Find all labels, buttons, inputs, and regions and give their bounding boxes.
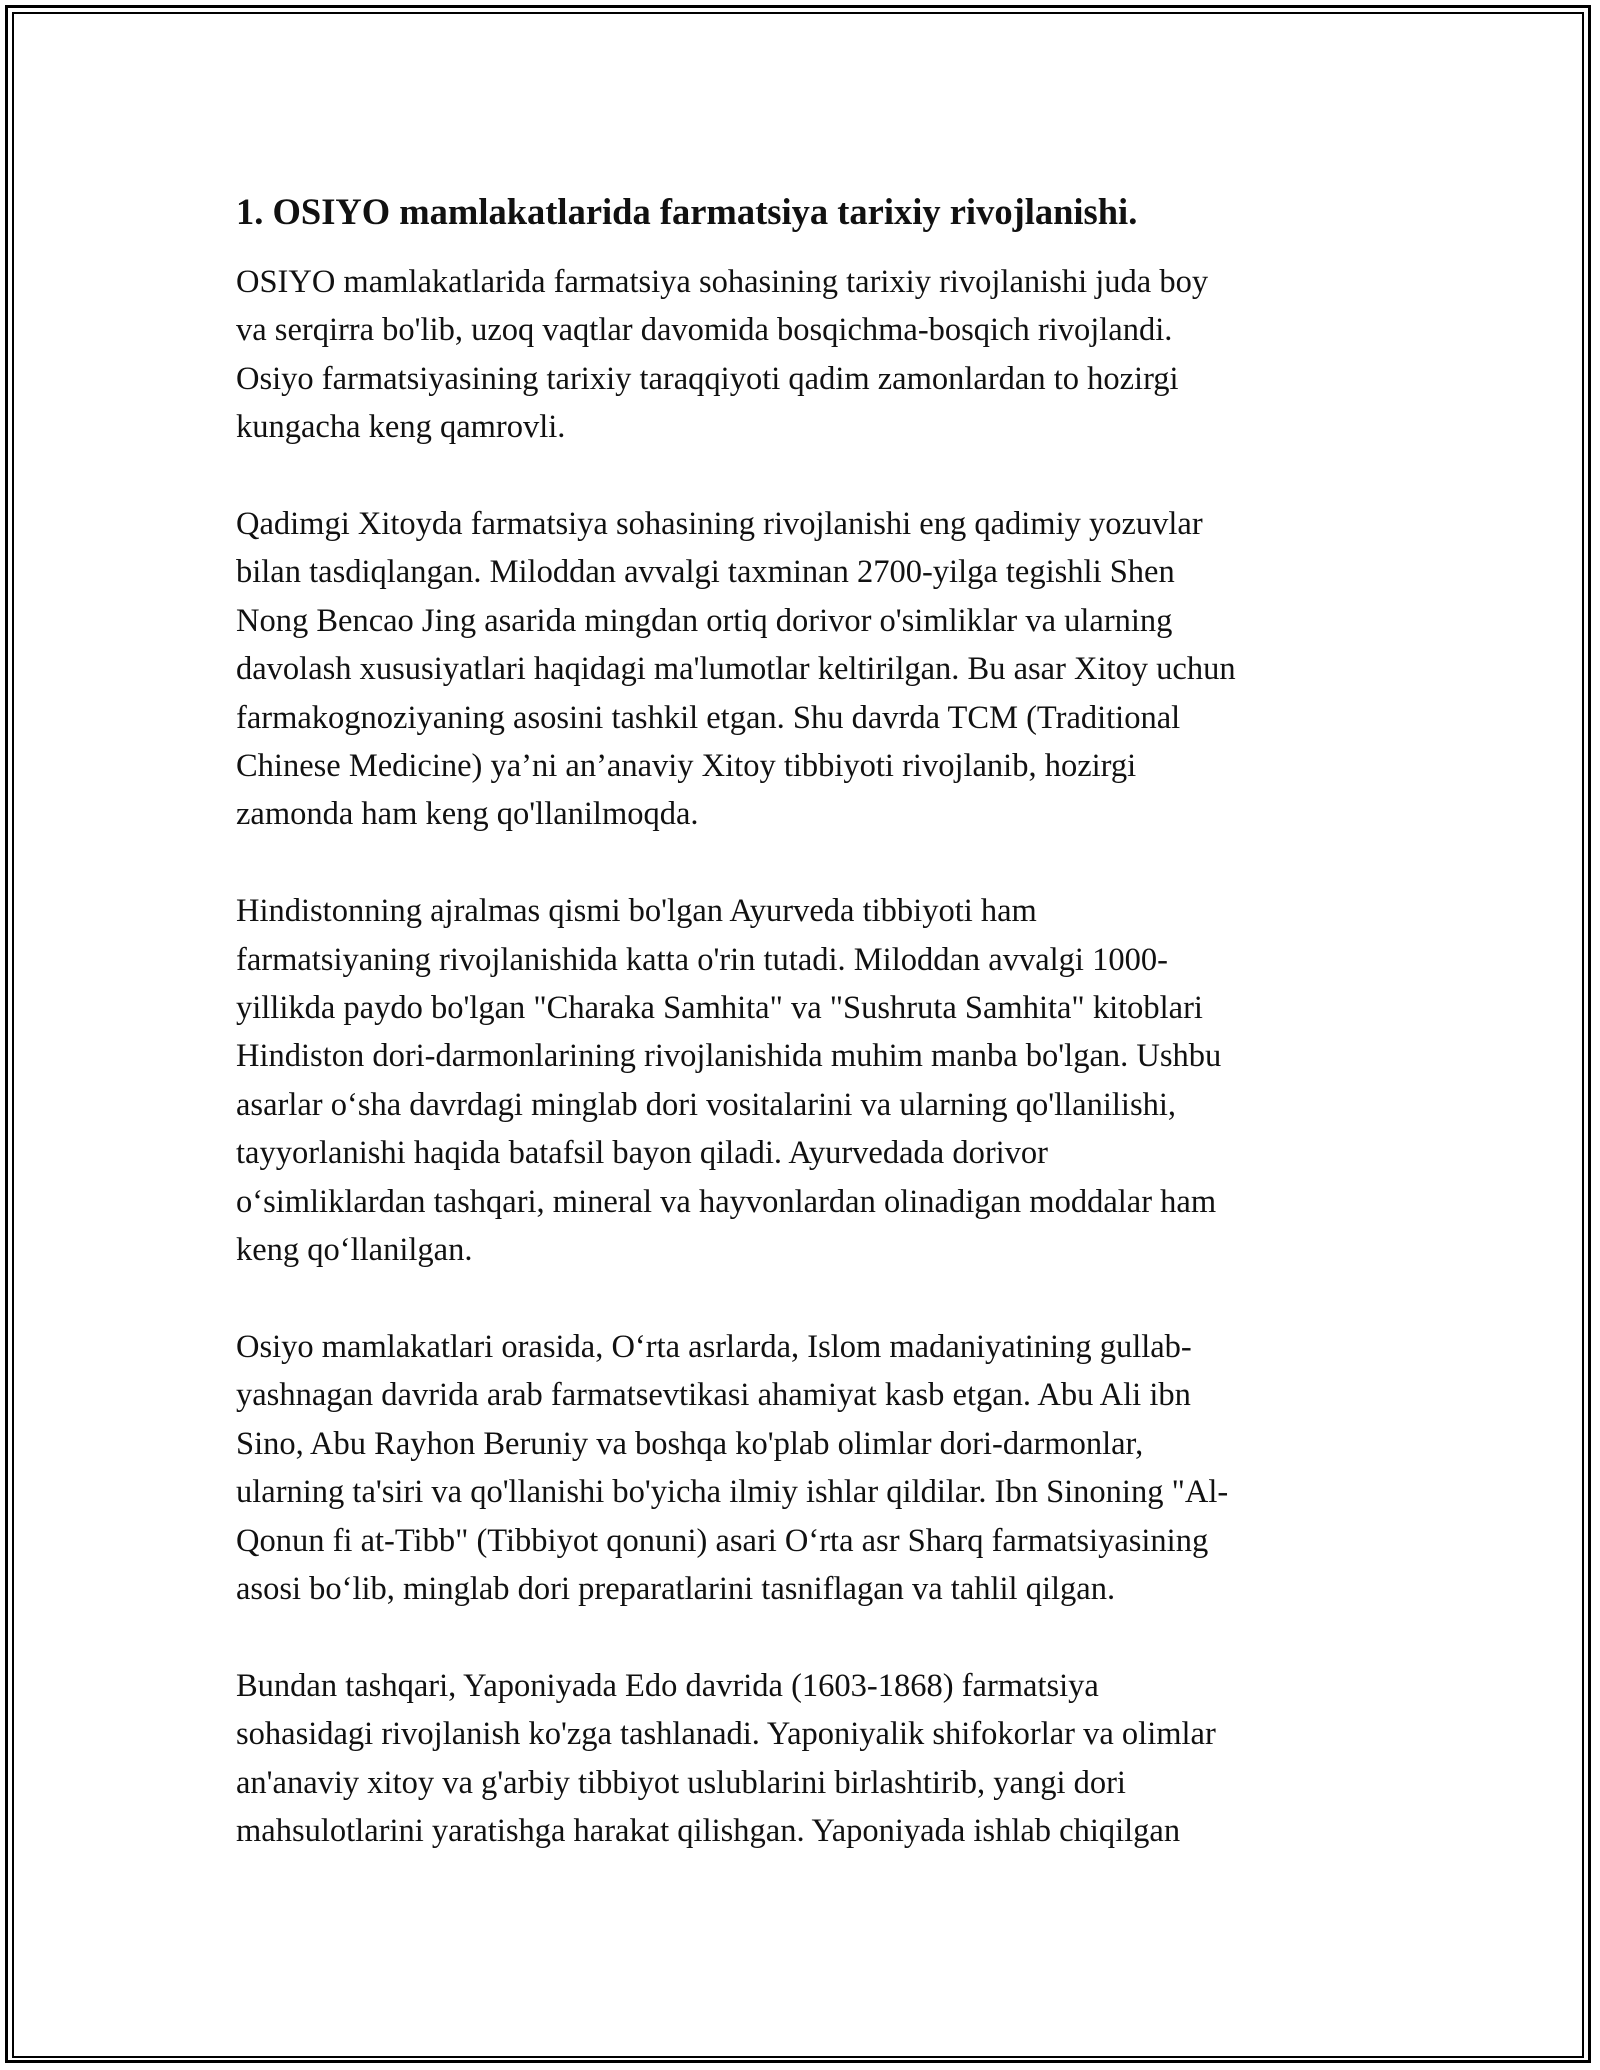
text-line: farmatsiyaning rivojlanishida katta o'rin tutadi. Miloddan avvalgi 1000- xyxy=(236,941,1168,978)
text-line: OSIYO mamlakatlarida farmatsiya sohasining tarixiy rivojlanishi juda boy xyxy=(236,264,1209,300)
paragraph-china xyxy=(236,500,1371,839)
text-line: Osiyo farmatsiyasining tarixiy taraqqiyoti qadim zamonlardan to hozirgi xyxy=(236,360,1179,397)
text-line: farmakognoziyaning asosini tashkil etgan. Shu davrda TCM (Traditional xyxy=(236,699,1181,736)
text-line: Bundan tashqari, Yaponiyada Edo davrida (1603-1868) farmatsiya xyxy=(236,1667,1099,1704)
paragraph-japan xyxy=(236,1662,1371,1856)
paragraph-islamic-pharmacy xyxy=(236,1323,1371,1613)
text-line: tayyorlanishi haqida batafsil bayon qiladi. Ayurvedada dorivor xyxy=(236,1135,1049,1172)
text-line: Qonun fi at-Tibb" (Tibbiyot qonuni) asari O‘rta asr Sharq farmatsiyasining xyxy=(236,1522,1209,1559)
text-line: bilan tasdiqlangan. Miloddan avvalgi taxminan 2700-yilga tegishli Shen xyxy=(236,554,1175,591)
text-line: zamonda ham keng qo'llanilmoqda. xyxy=(236,796,699,833)
text-line: Sino, Abu Rayhon Beruniy va boshqa ko'plab olimlar dori-darmonlar, xyxy=(236,1425,1144,1462)
document-body xyxy=(236,188,1371,1904)
text-line: Nong Bencao Jing asarida mingdan ortiq dorivor o'simliklar va ularning xyxy=(236,602,1173,639)
text-line: ularning ta'siri va qo'llanishi bo'yicha ilmiy ishlar qildilar. Ibn Sinoning "Al- xyxy=(236,1474,1229,1511)
page-title: 1. OSIYO mamlakatlarida farmatsiya tarixiy rivojlanishi. xyxy=(236,191,1138,232)
text-line: davolash xususiyatlari haqidagi ma'lumotlar keltirilgan. Bu asar Xitoy uchun xyxy=(236,651,1236,688)
text-line: asosi bo‘lib, minglab dori preparatlarini tasniflagan va tahlil qilgan. xyxy=(236,1570,1116,1607)
text-line: Hindistonning ajralmas qismi bo'lgan Ayurveda tibbiyoti ham xyxy=(236,893,1037,930)
text-line: yashnagan davrida arab farmatsevtikasi ahamiyat kasb etgan. Abu Ali ibn xyxy=(236,1377,1191,1414)
text-line: Qadimgi Xitoyda farmatsiya sohasining rivojlanishi eng qadimiy yozuvlar xyxy=(236,506,1203,543)
text-line: kungacha keng qamrovli. xyxy=(236,409,566,446)
text-line: keng qo‘llanilgan. xyxy=(236,1232,473,1269)
text-line: an'anaviy xitoy va g'arbiy tibbiyot uslublarini birlashtirib, yangi dori xyxy=(236,1764,1126,1801)
paragraph-intro xyxy=(236,258,1371,452)
text-line: yillikda paydo bo'lgan "Charaka Samhita" va "Sushruta Samhita" kitoblari xyxy=(236,990,1203,1027)
text-line: va serqirra bo'lib, uzoq vaqtlar davomida bosqichma-bosqich rivojlandi. xyxy=(236,312,1173,349)
text-line: o‘simliklardan tashqari, mineral va hayvonlardan olinadigan moddalar ham xyxy=(236,1183,1217,1220)
text-line: Chinese Medicine) ya’ni an’anaviy Xitoy tibbiyoti rivojlanib, hozirgi xyxy=(236,748,1137,785)
text-line: asarlar o‘sha davrdagi minglab dori vositalarini va ularning qo'llanilishi, xyxy=(236,1086,1176,1123)
text-line: sohasidagi rivojlanish ko'zga tashlanadi. Yaponiyalik shifokorlar va olimlar xyxy=(236,1716,1216,1753)
text-line: Osiyo mamlakatlari orasida, O‘rta asrlarda, Islom madaniyatining gullab- xyxy=(236,1328,1192,1365)
paragraph-india xyxy=(236,887,1371,1274)
text-line: mahsulotlarini yaratishga harakat qilishgan. Yaponiyada ishlab chiqilgan xyxy=(236,1812,1181,1849)
text-line: Hindiston dori-darmonlarining rivojlanishida muhim manba bo'lgan. Ushbu xyxy=(236,1038,1222,1075)
